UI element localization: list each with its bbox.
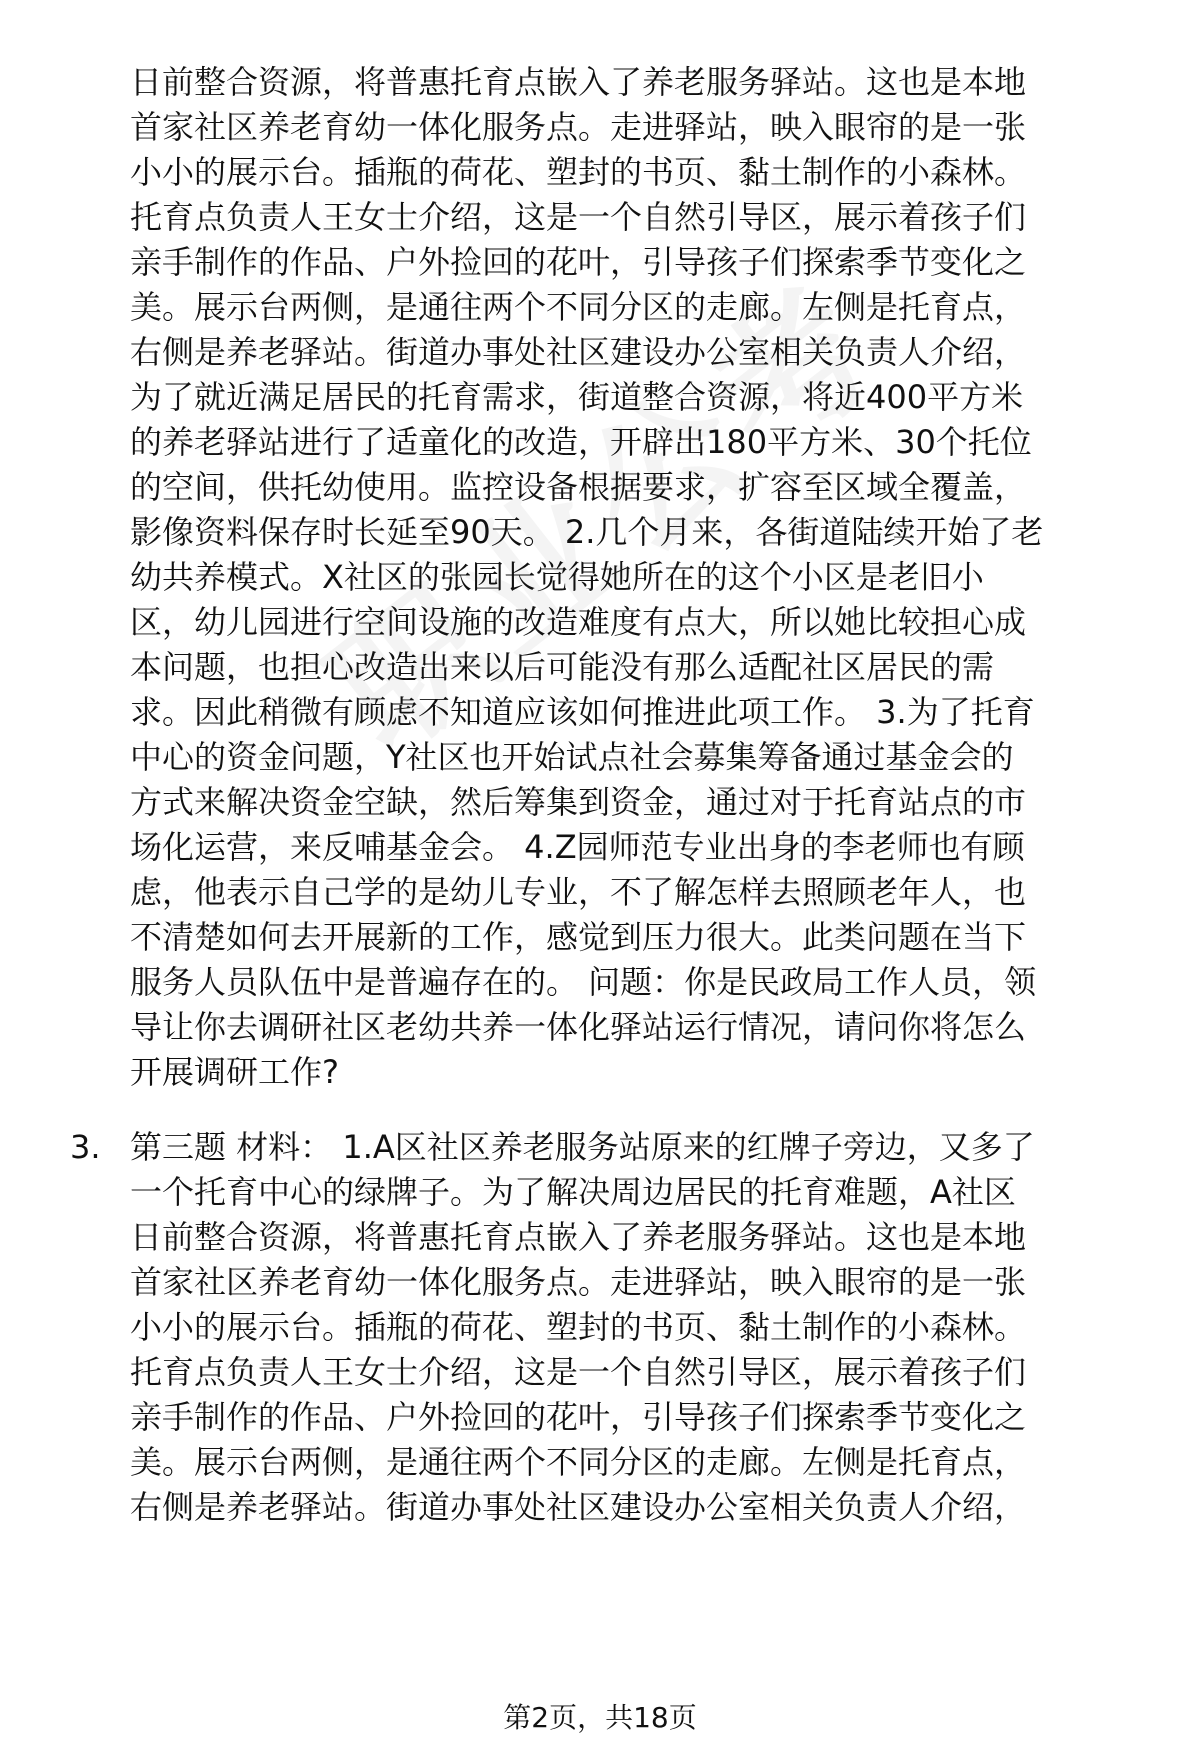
text-line: 小小的展示台。插瓶的荷花、塑封的书页、黏土制作的小森林。 bbox=[130, 153, 1027, 191]
text-line: 中心的资金问题，Y社区也开始试点社会募集筹备通过基金会的 bbox=[130, 738, 1014, 776]
text-line: 的养老驿站进行了适童化的改造，开辟出180平方米、30个托位 bbox=[130, 423, 1032, 461]
text-line: 亲手制作的作品、户外捡回的花叶，引导孩子们探索季节变化之 bbox=[130, 243, 1027, 281]
text-line: 开展调研工作? bbox=[130, 1053, 339, 1091]
text-line: 本问题，也担心改造出来以后可能没有那么适配社区居民的需 bbox=[130, 648, 995, 686]
text-line: 美。展示台两侧，是通往两个不同分区的走廊。左侧是托育点， bbox=[130, 288, 1027, 326]
text-line: 为了就近满足居民的托育需求，街道整合资源，将近400平方米 bbox=[130, 378, 1024, 416]
text-line: 托育点负责人王女士介绍，这是一个自然引导区，展示着孩子们 bbox=[130, 1353, 1027, 1391]
text-line: 第三题 材料： 1.A区社区养老服务站原来的红牌子旁边，又多了 bbox=[130, 1128, 1035, 1166]
text-line: 日前整合资源，将普惠托育点嵌入了养老服务驿站。这也是本地 bbox=[130, 1218, 1027, 1256]
text-line: 服务人员队伍中是普遍存在的。 问题：你是民政局工作人员，领 bbox=[130, 963, 1037, 1001]
text-line: 方式来解决资金空缺，然后筹集到资金，通过对于托育站点的市 bbox=[130, 783, 1027, 821]
text-line: 虑，他表示自己学的是幼儿专业，不了解怎样去照顾老年人，也 bbox=[130, 873, 1027, 911]
text-line: 的空间，供托幼使用。监控设备根据要求，扩容至区域全覆盖， bbox=[130, 468, 1027, 506]
text-line: 亲手制作的作品、户外捡回的花叶，引导孩子们探索季节变化之 bbox=[130, 1398, 1027, 1436]
text-line: 一个托育中心的绿牌子。为了解决周边居民的托育难题，A社区 bbox=[130, 1173, 1016, 1211]
text-line: 求。因此稍微有顾虑不知道应该如何推进此项工作。 3.为了托育 bbox=[130, 693, 1035, 731]
text-line: 日前整合资源，将普惠托育点嵌入了养老服务驿站。这也是本地 bbox=[130, 63, 1027, 101]
page-number: 第2页，共18页 bbox=[503, 1701, 697, 1734]
text-line: 导让你去调研社区老幼共养一体化驿站运行情况，请问你将怎么 bbox=[130, 1008, 1027, 1046]
text-line: 幼共养模式。X社区的张园长觉得她所在的这个小区是老旧小 bbox=[130, 558, 984, 596]
text-line: 右侧是养老驿站。街道办事处社区建设办公室相关负责人介绍， bbox=[130, 1488, 1027, 1526]
text-line: 右侧是养老驿站。街道办事处社区建设办公室相关负责人介绍， bbox=[130, 333, 1027, 371]
text-line: 首家社区养老育幼一体化服务点。走进驿站，映入眼帘的是一张 bbox=[130, 108, 1027, 146]
text-line: 影像资料保存时长延至90天。 2.几个月来，各街道陆续开始了老 bbox=[130, 513, 1044, 551]
text-line: 不清楚如何去开展新的工作，感觉到压力很大。此类问题在当下 bbox=[130, 918, 1027, 956]
text-line: 小小的展示台。插瓶的荷花、塑封的书页、黏土制作的小森林。 bbox=[130, 1308, 1027, 1346]
text-line: 首家社区养老育幼一体化服务点。走进驿站，映入眼帘的是一张 bbox=[130, 1263, 1027, 1301]
list-item-number: 3. bbox=[70, 1128, 101, 1166]
text-line: 场化运营，来反哺基金会。 4.Z园师范专业出身的李老师也有顾 bbox=[130, 828, 1025, 866]
text-line: 区，幼儿园进行空间设施的改造难度有点大，所以她比较担心成 bbox=[130, 603, 1027, 641]
text-line: 美。展示台两侧，是通往两个不同分区的走廊。左侧是托育点， bbox=[130, 1443, 1027, 1481]
text-line: 托育点负责人王女士介绍，这是一个自然引导区，展示着孩子们 bbox=[130, 198, 1027, 236]
